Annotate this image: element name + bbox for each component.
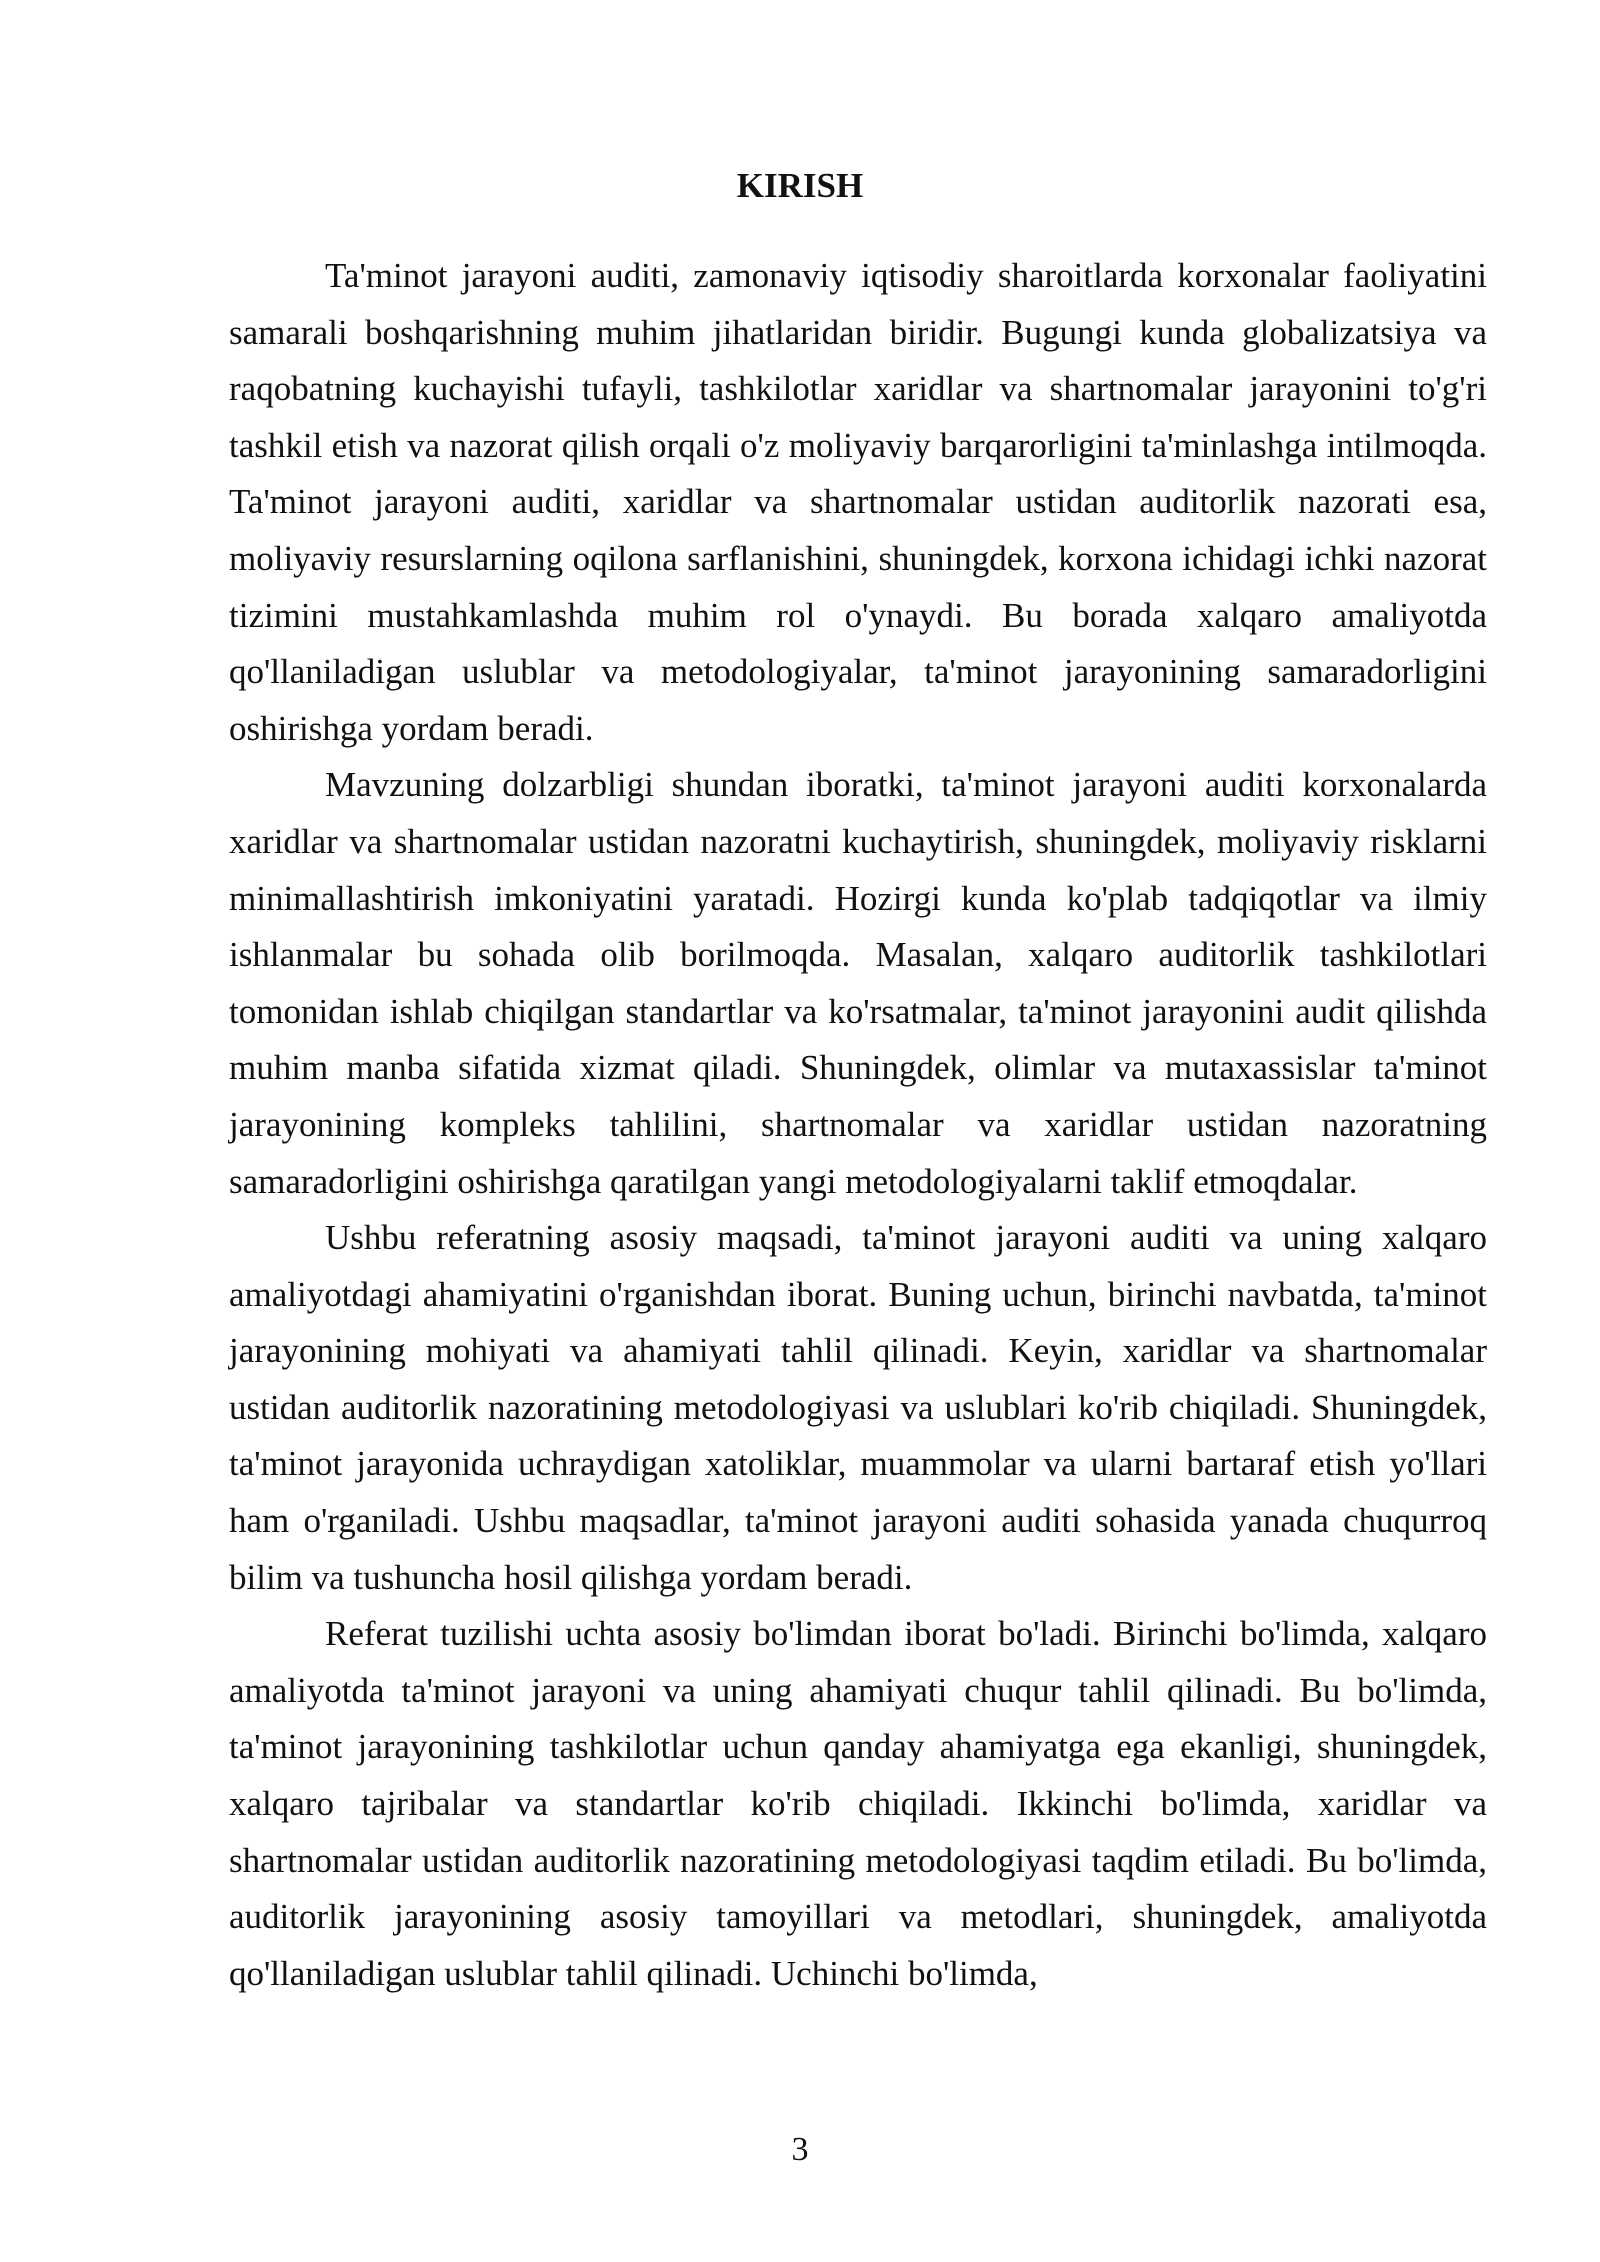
- paragraph: Referat tuzilishi uchta asosiy bo'limdan iborat bo'ladi. Birinchi bo'limda, xalqaro amaliyotda ta'minot jarayoni va uning ahamiyati chuqur tahlil qilinadi. Bu bo'limda, ta'minot jarayonining tashkilotlar uchun qanday ahamiyatga ega ekanligi, shuningdek, xalqaro tajribalar va standartlar ko'rib chiqiladi. Ikkinchi bo'limda, xaridlar va shartnomalar ustidan auditorlik nazoratining metodologiyasi taqdim etiladi. Bu bo'limda, auditorlik jarayonining asosiy tamoyillari va metodlari, shuningdek, amaliyotda qo'llaniladigan uslublar tahlil qilinadi. Uchinchi bo'limda,: [229, 1614, 1487, 1993]
- page-number: 3: [791, 2131, 809, 2168]
- paragraph: Mavzuning dolzarbligi shundan iboratki, ta'minot jarayoni auditi korxonalarda xaridlar va shartnomalar ustidan nazoratni kuchaytirish, shuningdek, moliyaviy risklarni minimallashtirish imkoniyatini yaratadi. Hozirgi kunda ko'plab tadqiqotlar va ilmiy ishlanmalar bu sohada olib borilmoqda. Masalan, xalqaro auditorlik tashkilotlari tomonidan ishlab chiqilgan standartlar va ko'rsatmalar, ta'minot jarayonini audit qilishda muhim manba sifatida xizmat qiladi. Shuningdek, olimlar va mutaxassislar ta'minot jarayonining kompleks tahlilini, shartnomalar va xaridlar ustidan nazoratning samaradorligini oshirishga qaratilgan yangi metodologiyalarni taklif etmoqdalar.: [229, 765, 1487, 1201]
- page-title: KIRISH: [736, 166, 864, 205]
- body-text: [229, 248, 1487, 2002]
- paragraph: Ushbu referatning asosiy maqsadi, ta'minot jarayoni auditi va uning xalqaro amaliyotdagi ahamiyatini o'rganishdan iborat. Buning uchun, birinchi navbatda, ta'minot jarayonining mohiyati va ahamiyati tahlil qilinadi. Keyin, xaridlar va shartnomalar ustidan auditorlik nazoratining metodologiyasi va uslublari ko'rib chiqiladi. Shuningdek, ta'minot jarayonida uchraydigan xatoliklar, muammolar va ularni bartaraf etish yo'llari ham o'rganiladi. Ushbu maqsadlar, ta'minot jarayoni auditi sohasida yanada chuqurroq bilim va tushuncha hosil qilishga yordam beradi.: [229, 1218, 1487, 1597]
- paragraph: Ta'minot jarayoni auditi, zamonaviy iqtisodiy sharoitlarda korxonalar faoliyatini samarali boshqarishning muhim jihatlaridan biridir. Bugungi kunda globalizatsiya va raqobatning kuchayishi tufayli, tashkilotlar xaridlar va shartnomalar jarayonini to'g'ri tashkil etish va nazorat qilish orqali o'z moliyaviy barqarorligini ta'minlashga intilmoqda. Ta'minot jarayoni auditi, xaridlar va shartnomalar ustidan auditorlik nazorati esa, moliyaviy resurslarning oqilona sarflanishini, shuningdek, korxona ichidagi ichki nazorat tizimini mustahkamlashda muhim rol o'ynaydi. Bu borada xalqaro amaliyotda qo'llaniladigan uslublar va metodologiyalar, ta'minot jarayonining samaradorligini oshirishga yordam beradi.: [229, 256, 1487, 748]
